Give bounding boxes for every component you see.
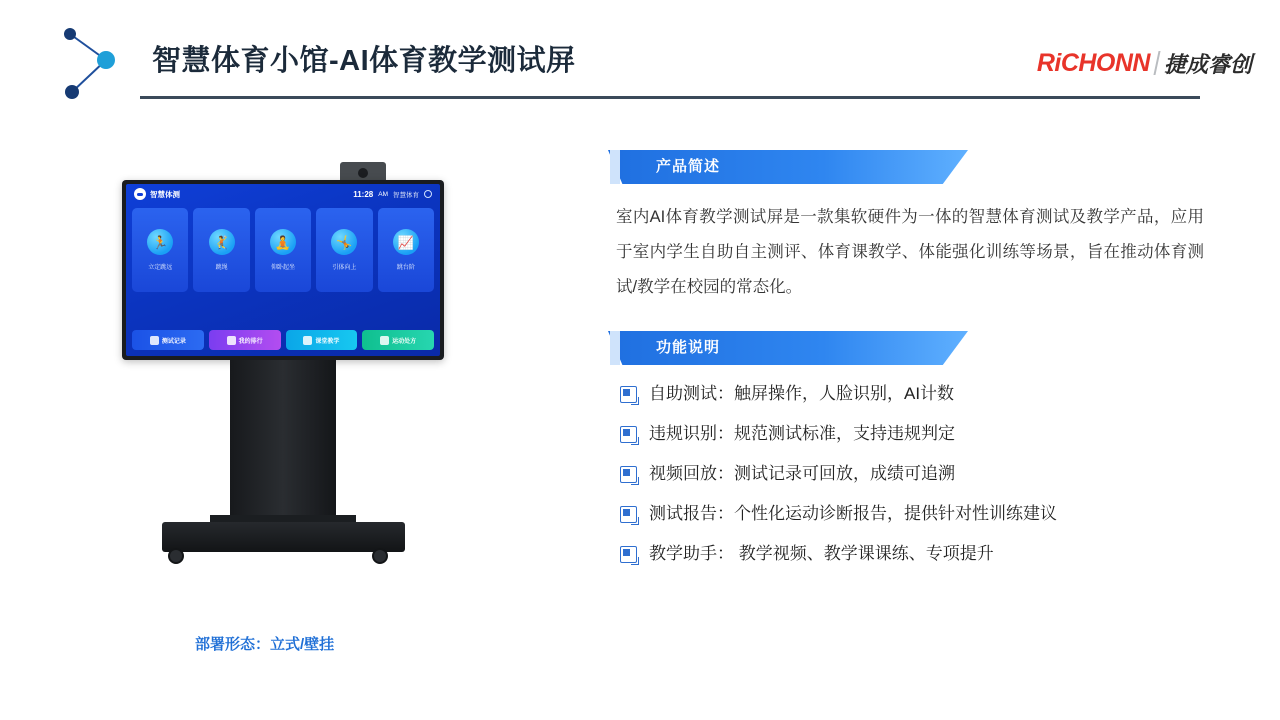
screen-shortcut-label: 课堂教学 [315, 338, 340, 345]
stand-neck [230, 360, 336, 515]
list-item-label: 视频回放：测试记录可回放，成绩可追溯 [649, 464, 955, 483]
list-item [620, 501, 1248, 527]
list-item [620, 541, 1248, 567]
screen-tile[interactable] [255, 208, 311, 292]
list-item [620, 461, 1248, 487]
brand-logo [1037, 48, 1252, 78]
screen-shortcut-label: 运动处方 [392, 338, 417, 345]
bullet-marker-icon [620, 546, 637, 563]
device-caption: 部署形态：立式/壁挂 [195, 636, 335, 653]
bullet-marker-icon [620, 426, 637, 443]
rope-icon: 🤾 [209, 229, 235, 255]
screen-tile-label: 立定跳远 [148, 265, 173, 271]
bullet-marker-icon [620, 466, 637, 483]
screen-shortcut[interactable] [286, 330, 358, 350]
camera-lens-icon [358, 168, 368, 178]
list-item-label: 违规识别：规范测试标准，支持违规判定 [649, 424, 955, 443]
screen-tile-label: 仰卧起坐 [271, 265, 296, 271]
screen-shortcut-label: 我的排行 [238, 338, 263, 345]
screen-status-text: 智慧体育 [393, 191, 419, 199]
prescription-icon [380, 336, 389, 345]
overview-banner [608, 150, 968, 184]
step-icon: 📈 [393, 229, 419, 255]
gear-icon[interactable] [424, 190, 432, 198]
list-item-label: 测试报告：个性化运动诊断报告，提供针对性训练建议 [649, 504, 1057, 523]
list-item-label: 教学助手： 教学视频、教学课课练、专项提升 [649, 544, 994, 563]
overview-banner-label: 产品简述 [656, 158, 721, 175]
class-icon [303, 336, 312, 345]
bullet-marker-icon [620, 506, 637, 523]
screen-clock: 11:28 [353, 189, 374, 199]
screen-tile[interactable] [193, 208, 249, 292]
screen-tile[interactable] [378, 208, 434, 292]
bullet-marker-icon [620, 386, 637, 403]
screen-topbar [126, 184, 440, 204]
list-item-label: 自助测试：触屏操作，人脸识别，AI计数 [649, 384, 955, 403]
screen-tile-label: 引体向上 [332, 265, 357, 271]
brand-separator [1153, 51, 1160, 75]
overview-text: 室内AI体育教学测试屏是一款集软硬件为一体的智慧体育测试及教学产品，应用于室内学生自助自主测评、体育课教学、体能强化训练等场景，旨在推动体育测试/教学在校园的常态化。 [616, 208, 1204, 296]
screen-brand-label: 智慧体测 [150, 189, 180, 199]
brand-name-cn: 捷成睿创 [1163, 51, 1252, 77]
screen-tile[interactable] [316, 208, 372, 292]
caster-wheel-left [168, 548, 184, 564]
jump-icon: 🏃 [147, 229, 173, 255]
screen-tile-grid [132, 208, 434, 292]
brand-name-en: RiCHONN [1036, 48, 1150, 77]
screen-status-area [353, 190, 432, 199]
screen-shortcut-label: 测试记录 [161, 338, 186, 345]
screen-tile-label: 跳台阶 [396, 265, 415, 271]
record-icon [150, 336, 159, 345]
content-column [608, 150, 1248, 581]
screen-tile-label: 跳绳 [215, 265, 228, 271]
screen-shortcut[interactable] [209, 330, 281, 350]
list-item [620, 381, 1248, 407]
node-decoration-icon [60, 26, 140, 102]
device-illustration [100, 150, 560, 590]
functions-banner-edge [610, 331, 620, 365]
stand-base [162, 522, 405, 552]
functions-banner-label: 功能说明 [656, 339, 721, 356]
list-item [620, 421, 1248, 447]
screen-shortcut[interactable] [362, 330, 434, 350]
screen-tile[interactable] [132, 208, 188, 292]
display-bezel [122, 180, 444, 360]
display-screen [126, 184, 440, 356]
overview-banner-edge [610, 150, 620, 184]
situp-icon: 🧘 [270, 229, 296, 255]
page-title: 智慧体育小馆-AI体育教学测试屏 [152, 45, 576, 77]
functions-banner [608, 331, 968, 365]
caster-wheel-right [372, 548, 388, 564]
header-divider [140, 96, 1200, 99]
page-header [0, 0, 1280, 104]
screen-logo-icon [134, 188, 146, 200]
screen-shortcut-bar [132, 330, 434, 350]
screen-clock-suffix: AM [378, 190, 388, 198]
functions-list [620, 381, 1248, 567]
screen-shortcut[interactable] [132, 330, 204, 350]
rank-icon [227, 336, 236, 345]
pullup-icon: 🤸 [331, 229, 357, 255]
